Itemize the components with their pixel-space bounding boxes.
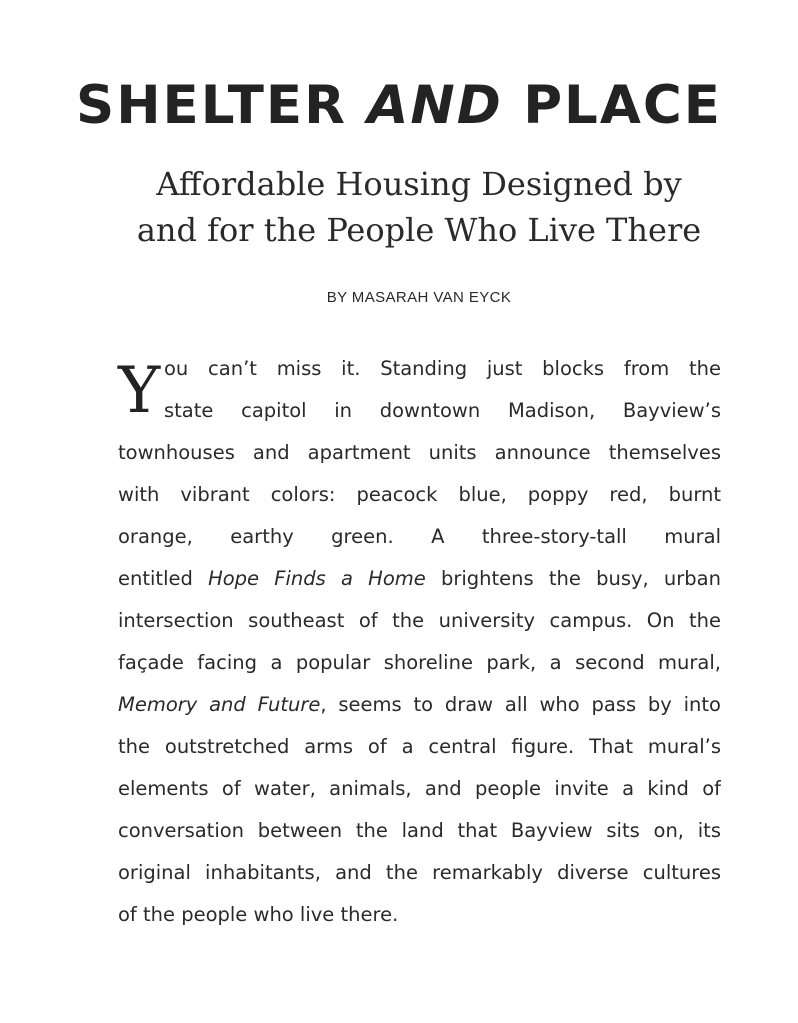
line-text: entitled xyxy=(118,567,209,590)
headline-part-1: SHELTER xyxy=(76,75,368,136)
paragraph-line: townhouses and apartment units announce themselves xyxy=(118,441,721,464)
paragraph-line: original inhabitants, and the remarkably diverse cultures xyxy=(118,861,721,884)
byline: BY MASARAH VAN EYCK xyxy=(326,289,512,306)
headline-part-3: PLACE xyxy=(502,75,722,136)
paragraph-line: conversation between the land that Bayview sits on, its xyxy=(118,819,721,842)
paragraph-line: the outstretched arms of a central figure. That mural’s xyxy=(118,735,721,758)
subheadline-line-2: and for the People Who Live There xyxy=(136,211,702,249)
paragraph-line: façade facing a popular shoreline park, a second mural, xyxy=(118,651,721,674)
paragraph-line: orange, earthy green. A three-story-tall mural xyxy=(118,525,721,548)
mural-title: Hope Finds a Home xyxy=(208,567,426,590)
paragraph-line: of the people who live there. xyxy=(118,903,399,926)
line-text: , seems to draw all who pass by into xyxy=(320,693,721,716)
paragraph-line: ou can’t miss it. Standing just blocks from the xyxy=(164,357,721,380)
subheadline xyxy=(60,161,778,253)
headline xyxy=(0,74,798,138)
headline-part-2: AND xyxy=(367,75,503,136)
line-text: brightens the busy, urban xyxy=(425,567,721,590)
paragraph-line: with vibrant colors: peacock blue, poppy red, burnt xyxy=(118,483,721,506)
article-body xyxy=(118,348,721,936)
drop-cap: Y xyxy=(118,354,161,428)
mural-title: Memory and Future xyxy=(118,693,321,716)
paragraph-line xyxy=(118,558,721,600)
paragraph-line: intersection southeast of the university campus. On the xyxy=(118,609,721,632)
paragraph-line: elements of water, animals, and people invite a kind of xyxy=(118,777,721,800)
paragraph-line xyxy=(118,684,721,726)
subheadline-line-1: Affordable Housing Designed by xyxy=(156,165,682,203)
paragraph-line: state capitol in downtown Madison, Bayview’s xyxy=(164,399,721,422)
